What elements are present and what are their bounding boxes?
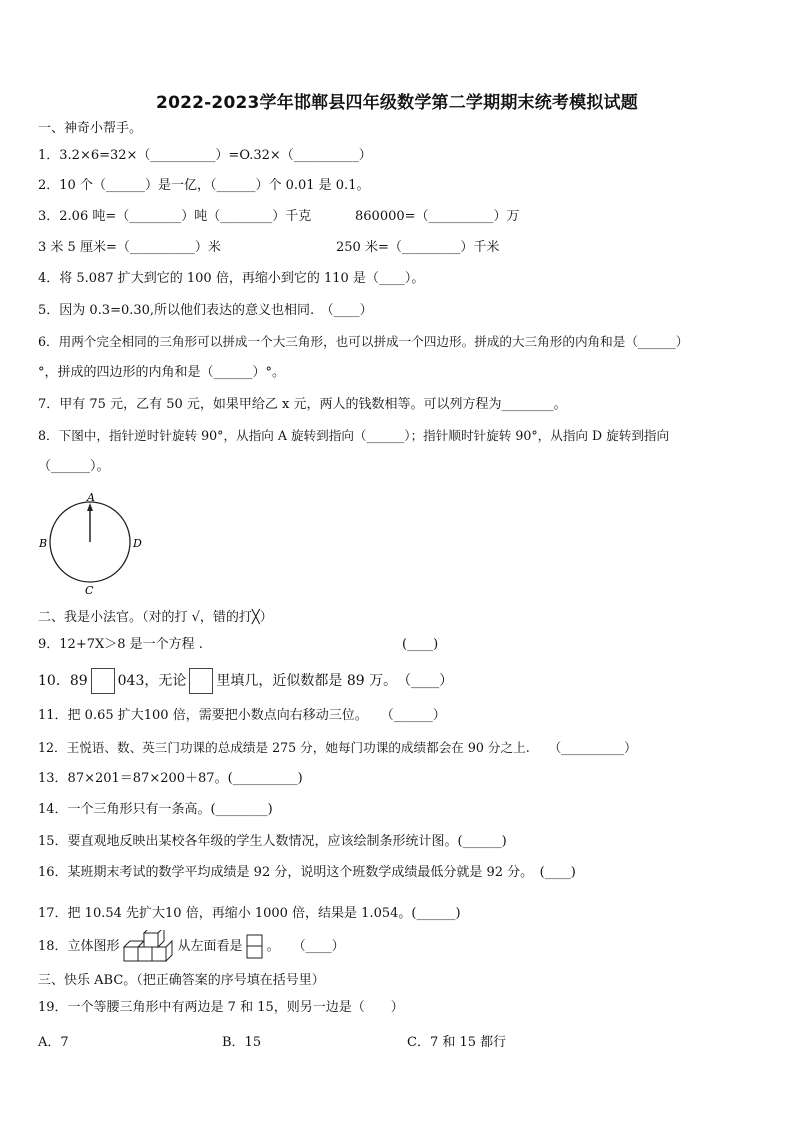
- question-2: 2．10 个（______）是一亿，（______）个 0.01 是 0.1。: [38, 178, 370, 193]
- question-10-part3: 里填几，近似数都是 89 万。 （____）: [216, 673, 454, 689]
- question-10-part1: 10．89: [38, 673, 88, 689]
- question-9: 9．12+7X＞8 是一个方程 .: [38, 637, 203, 652]
- question-19: 19．一个等腰三角形中有两边是 7 和 15，则另一边是（ ）: [38, 1000, 404, 1015]
- clock-label-d: D: [133, 537, 142, 550]
- question-3b: 860000=（__________）万: [355, 209, 520, 224]
- question-13: 13．87×201＝87×200＋87。(__________): [38, 771, 303, 786]
- section-3-heading: 三、快乐 ABC。（把正确答案的序号填在括号里）: [38, 973, 325, 988]
- question-3d: 250 米=（_________）千米: [336, 240, 500, 255]
- clock-label-b: B: [39, 537, 48, 550]
- option-a: A．7: [38, 1035, 69, 1050]
- question-6-line2: °，拼成的四边形的内角和是（______）°。: [38, 365, 286, 380]
- blank-box: [91, 668, 115, 694]
- question-1: 1．3.2×6=32×（__________）=O.32×（__________）: [38, 148, 372, 163]
- question-11: 11．把 0.65 扩大100 倍，需要把小数点向右移动三位。 （______）: [38, 708, 446, 723]
- question-18-part3: 。 （____）: [266, 939, 345, 954]
- question-18: [38, 929, 345, 965]
- arrow-up-icon: [87, 503, 93, 511]
- question-16: 16．某班期末考试的数学平均成绩是 92 分，说明这个班数学成绩最低分就是 92 分。 (____): [38, 865, 576, 880]
- option-b: B．15: [222, 1035, 262, 1050]
- clock-label-a: A: [87, 492, 95, 504]
- question-18-part2: 从左面看是: [177, 939, 243, 954]
- question-3a: 3．2.06 吨=（________）吨（________）千克: [38, 209, 312, 224]
- question-17: 17．把 10.54 先扩大10 倍，再缩小 1000 倍，结果是 1.054。(______): [38, 906, 461, 921]
- question-7: 7．甲有 75 元，乙有 50 元，如果甲给乙 x 元，两人的钱数相等。可以列方程为________。: [38, 397, 567, 412]
- question-18-part1: 18．立体图形: [38, 939, 120, 954]
- question-5: 5．因为 0.3=0.30,所以他们表达的意义也相同. （____）: [38, 303, 373, 318]
- section-2-heading: 二、我是小法官。（对的打 √，错的打╳）: [38, 610, 273, 625]
- cube-figure-icon: [122, 930, 176, 964]
- question-9-answer: (____): [402, 637, 439, 652]
- question-4: 4．将 5.087 扩大到它的 100 倍，再缩小到它的 110 是（____）。: [38, 271, 425, 286]
- blank-box: [189, 668, 213, 694]
- question-3c: 3 米 5 厘米=（__________）米: [38, 240, 221, 255]
- option-c: C．7 和 15 都行: [407, 1035, 507, 1050]
- question-14: 14．一个三角形只有一条高。(________): [38, 802, 273, 817]
- page-title: 2022-2023学年邯郸县四年级数学第二学期期末统考模拟试题: [156, 93, 638, 113]
- left-view-icon: [246, 934, 264, 960]
- question-6-line1: 6．用两个完全相同的三角形可以拼成一个大三角形，也可以拼成一个四边形。拼成的大三角形的内角和是（______）: [38, 334, 689, 349]
- section-1-heading: 一、神奇小帮手。: [38, 121, 143, 136]
- question-8-line2: （______）。: [38, 459, 110, 474]
- question-15: 15．要直观地反映出某校各年级的学生人数情况，应该绘制条形统计图。(______): [38, 834, 507, 849]
- clock-label-c: C: [85, 584, 94, 596]
- question-8-line1: 8．下图中，指针逆时针旋转 90°，从指向 A 旋转到指向（______）；指针顺时针旋转 90°，从指向 D 旋转到指向: [38, 428, 670, 443]
- question-12: 12．王悦语、数、英三门功课的总成绩是 275 分，她每门功课的成绩都会在 90 分之上. （__________）: [38, 740, 637, 755]
- question-10-part2: 043，无论: [117, 673, 187, 689]
- question-10: [38, 668, 453, 694]
- clock-diagram: [38, 492, 148, 596]
